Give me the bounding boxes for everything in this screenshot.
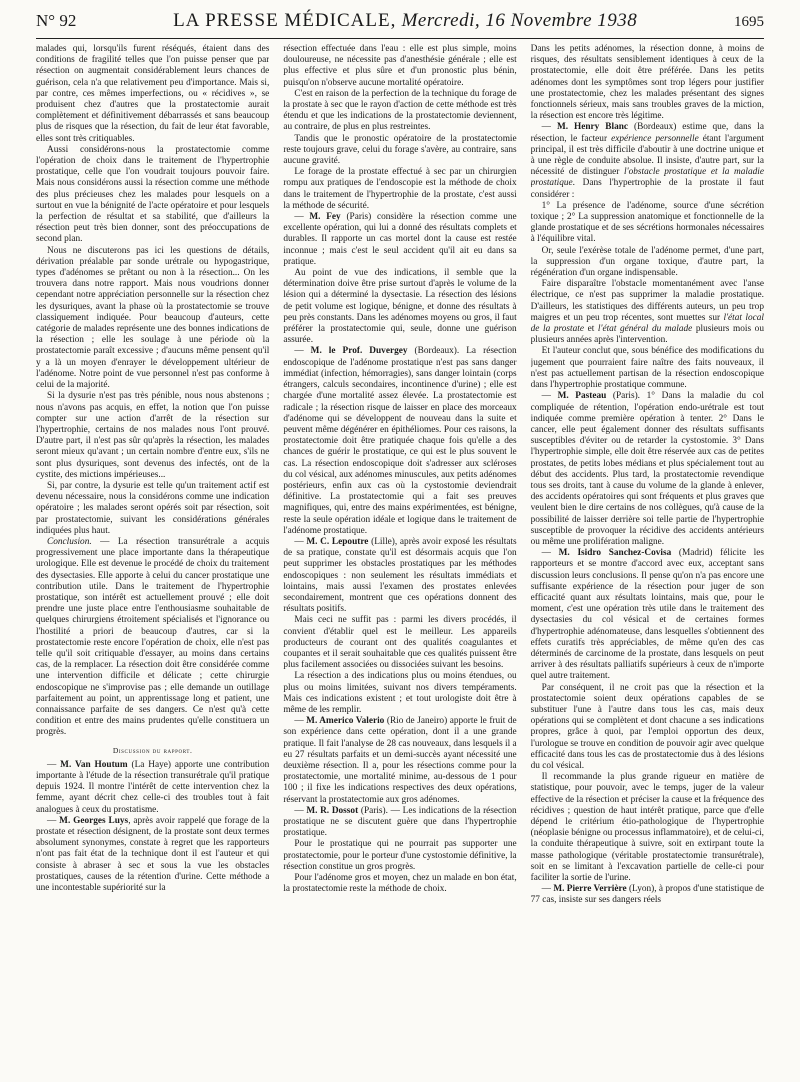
speaker-name: M. Henry Blanc [556, 122, 629, 133]
paragraph: Au point de vue des indications, il semble que la détermination doive être prise surtout d'après le volume de la lésion qui a déterminé la dysectasie. La résection des lésions de petit volume est logique, bénigne, et donne des résultats à peu près constants. Dans les adénomes moyens ou gros, il faut préférer la prostatectomie qui, seule, donne une guérison assurée. [283, 268, 517, 346]
paragraph [36, 537, 269, 739]
paragraph: La résection a des indications plus ou moins étendues, ou plus ou moins limitées, suivant nos divers tempéraments. Mais ces indications existent ; et tout urologiste doit être à même de les remplir. [283, 671, 517, 715]
column-1 [36, 44, 269, 1076]
article-columns [36, 44, 764, 1076]
section-heading-text: Discussion du rapport. [112, 745, 193, 755]
paragraph: Or, seule l'exérèse totale de l'adénome permet, d'une part, la suppression d'un organe toxique, d'autre part, la régénération d'un organe indispensable. [530, 245, 764, 279]
paragraph-text: (Paris). — Les indications de la résection prostatique ne se discutent guère que dans l'hypertrophie prostatique. [283, 805, 517, 839]
paragraph-text: . Dans l'hypertrophie de la prostate il faut considérer : [530, 178, 764, 200]
page-header [36, 10, 764, 39]
paragraph: Mais ceci ne suffit pas : parmi les divers procédés, il convient d'établir quel est le meilleur. Les appareils producteurs de courant ont des qualités coagulantes et coupantes et il serait souhaitable que ces qualités puissent être plus facilement associées ou dissociées suivant les besoins. [283, 615, 517, 671]
paragraph: résection effectuée dans l'eau : elle est plus simple, moins douloureuse, ne nécessite pas d'anesthésie générale ; elle est plus effective et plus sûre et d'un pronostic plus bénin, puisqu'on n'observe aucune mortalité opératoire. [283, 44, 517, 88]
column-3 [531, 44, 764, 1076]
paragraph-text: (Lyon), à propos d'une statistique de 77 cas, insiste sur ses dangers réels [530, 884, 764, 906]
paragraph: — M. Van Houtum (La Haye) apporte une contribution importante à l'étude de la résection transurétrale qu'il pratique depuis 1924. Il montre l'intérêt de cette intervention chez la femme, ayant décrit chez celle-ci des troubles tout à fait analogues à ceux du prostatisme. [36, 759, 270, 815]
paragraph: Il recommande la plus grande rigueur en matière de statistique, pour pouvoir, avec le temps, juger de la valeur effective de la résection et préciser la cause et la fréquence des récidives ; question de haut intérêt pratique, parce que d'elle dépend le critérium étio-pathologique de l'hypertrophie (néoplasie bénigne ou processus inflammatoire), et de celui-ci, la conduite thérapeutique à suivre, soit en extirpant toute la masse pathologique (véritable prostatectomie transurétrale), soit en se limitant à l'excavation partielle de celle-ci pour faciliter la sortie de l'urine. [530, 772, 764, 884]
issue-date: Mercredi, 16 Novembre 1938 [401, 10, 638, 31]
paragraph: Pour le prostatique qui ne pourrait pas supporter une prostatectomie, pour le porteur d'une cystostomie définitive, la résection constitue un gros progrès. [283, 839, 517, 872]
paragraph: — M. Pasteau (Paris). 1° Dans la maladie du col compliquée de rétention, l'opération endo-urétrale est tout indiquée comme première opération à tenter. 2° Dans le cancer, elle peut également donner des résultats suffisants susceptibles d'éviter ou de retarder la cystostomie. 3° Dans l'hypertrophie simple, elle doit être réservée aux cas de petites prostates, de petits lobes médians et plus spécialement tout au début des accidents. Plus tard, la prostatectomie revendique tous ses droits, tant à cause du volume de la glande à enlever, des accidents opératoires qui sont fréquents et plus graves que veulent bien le dire certains de nos collègues, qu'à cause de la possibilité de laisser derrière soi telle partie de l'hypertrophie susceptible de provoquer la récidive des accidents antérieurs ou même une prolifération maligne. [530, 391, 764, 547]
column-2 [283, 44, 516, 1076]
paragraph: — M. C. Lepoutre (Lille), après avoir exposé les résultats de sa pratique, constate qu'il est désormais acquis que l'on peut supprimer les obstacles prostatiques par les méthodes endoscopiques : non seulement les résultats immédiats et lointains, mais aussi l'examen des prostates enlevées secondairement, montrent que ces opérations donnent des résultats positifs. [283, 536, 517, 615]
paragraph: — M. Fey (Paris) considère la résection comme une excellente opération, qui lui a donné des résultats complets et durables. Il rapporte un cas mortel dont la cause est restée inconnue ; mais c'est le seul accident qu'il ait eu dans sa pratique. [283, 212, 517, 267]
speaker-name: M. Americo Valerio [306, 716, 385, 727]
emphasis-text: l'état général du malade [597, 324, 693, 335]
section-heading [36, 745, 269, 756]
paragraph-text: (Bordeaux) estime que, dans la résection, le facteur [530, 122, 764, 144]
paragraph: Si la dysurie n'est pas très pénible, nous nous abstenons ; nous n'avons pas acquis, en effet, la notion que l'on puisse compter sur une action d'arrêt de la résection sur l'hypertrophie, certains de nos malades nous l'ont prouvé. D'autre part, il n'est pas sûr qu'après la résection, les malades seront mieux qu'avant ; un certain nombre d'entre eux, s'ils ne sont plus dysuriques, sont devenus des infectés, ont de la cystite, des mictions impérieuses... [36, 391, 270, 480]
speaker-name: M. R. Dossot [306, 805, 359, 816]
emphasis-text: l'obstacle prostatique et la maladie prostatique [530, 167, 764, 189]
paragraph: C'est en raison de la perfection de la technique du forage de la prostate à sec que le rayon d'action de cette méthode est très étendu et que les indications de la prostatectomie deviennent, au contraire, de plus en plus restreintes. [283, 88, 517, 133]
paragraph-text: , après avoir rappelé que forage de la prostate et résection désignent, de la prostate sont deux termes absolument synonymes, constate à regret que les rapporteurs n'ont pas fait état de la technique dont il est l'auteur et qui consiste à abraser à sec et sous la vue les obstacles prostatiques, causes de la rétention d'urine. Cette méthode a une incontestable supériorité sur la [36, 815, 270, 894]
paragraph-text: (La Haye) apporte une contribution importante à l'étude de la résection transurétrale qu'il pratique depuis 1924. Il montre l'intérêt de cette intervention chez la femme, ayant décrit chez celle-ci des troubles tout à fait analogues à ceux du prostatisme. [36, 759, 270, 815]
paragraph-text: plusieurs mois ou plusieurs années après l'intervention. [530, 324, 764, 346]
paragraph: Nous ne discuterons pas ici les questions de détails, dérivation préalable par sonde urétrale ou hypogastrique, types d'adénomes se prêtant ou non à la résection... On les trouvera dans notre rapport. Mais nous voudrions donner cependant notre appréciation personnelle sur la résection chez les dysuriques, avant la phase où la prostatectomie se trouve classiquement indiquée. Pour beaucoup d'auteurs, cette catégorie de malades représente une des bonnes indications de la résection ; elle les soulage à une période où la prostatectomie paraît excessive ; d'aucuns même pensent qu'il y a là un moyen d'enrayer le développement ultérieur de l'adénome. Notre point de vue personnel n'est pas conforme à celui de la majorité. [36, 245, 270, 391]
paragraph-text: (Madrid) félicite les rapporteurs et se montre d'accord avec eux, acceptant sans discussion leurs conclusions. Il pense qu'on n'a pas encore une suffisante expérience de la résection pour juger de son efficacité quant aux résultats lointains, mais que, pour le moment, c'est une opération très utile dans le traitement des dysectasies du col vésical et de certaines formes d'hypertrophie adénomateuse, dans lesquelles s'obtiennent des effets curatifs très appréciables, de même qu'en des cas déterminés de carcinome de la prostate, dans lesquels on peut arriver à des résultats palliatifs supérieurs à ceux de n'importe quel autre traitement. [530, 548, 764, 682]
paragraph: Pour l'adénome gros et moyen, chez un malade en bon état, la prostatectomie reste la méthode de choix. [283, 873, 517, 895]
paragraph: — M. le Prof. Duvergey (Bordeaux). La résection endoscopique de l'adénome prostatique n'est pas sans danger immédiat (infection, hémorragies), sans danger lointain (corps étrangers, calculs secondaires, incontinence d'urine) ; elle est chargée d'une mortalité assez élevée. La prostatectomie est radicale ; la résection risque de laisser en place des morceaux d'adénome qui se développent de nouveau dans la suite et peuvent même dégénérer en épithéliomes. Pour ces raisons, la prostatectomie doit être pratiquée chaque fois qu'elle a des chances de guérir le prostatique, ce qui est le plus souvent le cas. La résection endoscopique doit s'adresser aux scléroses du col vésical, aux adénomes minuscules, aux petits adénomes postérieurs, enfin aux cas où la cystostomie deviendrait définitive. La prostatectomie qui a fait ses preuves magnifiques, qui, entre des mains expérimentées, est bénigne, reste la seule opération idéale et logique dans le traitement de l'adénome prostatique. [283, 346, 517, 536]
paragraph: Tandis que le pronostic opératoire de la prostatectomie reste toujours grave, celui du forage s'avère, au contraire, sans aucune gravité. [283, 133, 517, 167]
journal-title-line [173, 10, 637, 32]
emphasis-text: expérience personnelle [611, 133, 699, 144]
speaker-name: M. Pierre Verrière [553, 884, 627, 895]
paragraph-text: et [583, 324, 598, 335]
speaker-name: M. Van Houtum [60, 759, 128, 770]
paragraph-text: — La résection transurétrale a acquis progressivement une place importante dans la thérapeutique urologique. Elle est devenue le procédé de choix du traitement des dysectasies. Elle apporte à celui du cancer prostatique une contribution utile. Dans le traitement de l'hypertrophie prostatique, son intérêt est actuellement prouvé ; elle doit prendre une juste place entre l'enthousiasme souhaitable de quelques chirurgiens étroitement spécialisés et l'ignorance ou l'hostilité a priori de beaucoup d'autres, car si la prostatectomie reste encore l'opération de choix, elle n'est pas telle qu'il soit critiquable d'essayer, au moins dans certains cas, de la remplacer. La résection doit être considérée comme une intervention difficile et délicate ; cette chirurgie endoscopique ne s'improvise pas ; elle demande un outillage parfaitement au point, un apprentissage long et patient, une connaissance parfaite de ses dangers. Ce n'est qu'à cette condition et entre des mains prudentes qu'elle constituera un progrès. [36, 536, 270, 738]
issue-number: N° 92 [36, 11, 77, 30]
paragraph: — M. Henry Blanc (Bordeaux) estime que, dans la résection, le facteur expérience personnelle étant l'argument principal, il est très difficile d'aboutir à une doctrine unique et à une règle de conduite absolue. Il insiste, d'autre part, sur la nécessité de distinguer l'obstacle prostatique et la maladie prostatique. Dans l'hypertrophie de la prostate il faut considérer : [530, 122, 764, 200]
paragraph: — M. Americo Valerio (Rio de Janeiro) apporte le fruit de son expérience dans cette opération, dont il a une grande pratique. Il fait l'analyse de 28 cas nouveaux, dans lesquels il a eu 27 résultats parfaits et un demi-succès ayant nécessité une deuxième résection. Il a, pour les résections comme pour la prostatectomie, une mortalité minime, au-dessous de 1 pour 100 ; il fixe les indications respectives des deux opérations, réservant la prostatectomie aux gros adénomes. [283, 716, 517, 805]
page-number: 1695 [734, 14, 764, 30]
paragraph-text: étant l'argument principal, il est très difficile d'aboutir à une doctrine unique et à une règle de conduite absolue. Il insiste, d'autre part, sur la nécessité de distinguer [530, 133, 764, 178]
paragraph: Par conséquent, il ne croit pas que la résection et la prostatectomie soient deux opérations capables de se substituer l'une à l'autre dans tous les cas, mais deux opérations qui se complètent et dont chacune a ses indications propres, grâce à quoi, par l'emploi opportun des deux, l'urologue se trouve en condition de pouvoir agir avec quelque efficacité dans tous les cas de prostatectomie dus à des lésions du col vésical. [530, 682, 764, 771]
paragraph: Si, par contre, la dysurie est telle qu'un traitement actif est devenu nécessaire, nous la considérons comme une indication opératoire ; les malades seront opérés soit par résection, soit par prostatectomie, suivant les considérations générales indiquées plus haut. [36, 480, 270, 536]
paragraph: Et l'auteur conclut que, sous bénéfice des modifications du jugement que pourraient faire naître des faits nouveaux, il n'est pas actuellement partisan de la résection endoscopique dans l'hypertrophie prostatique commune. [530, 346, 764, 391]
paragraph-text: (Paris). 1° Dans la maladie du col compliquée de rétention, l'opération endo-urétrale est tout indiquée comme première opération à tenter. 2° Dans le cancer, elle peut également donner des résultats suffisants susceptibles d'éviter ou de retarder la cystostomie. 3° Dans l'hypertrophie simple, elle doit être réservée aux cas de petites prostates, de petits lobes médians et plus spécialement tout au début des accidents. Plus tard, la prostatectomie revendique tous ses droits, tant à cause du volume de la glande à enlever, des accidents opératoires qui sont fréquents et plus graves que veulent bien le dire certains de nos collègues, qu'à cause de la possibilité de laisser derrière soi telle partie de l'hypertrophie susceptible de provoquer la récidive des accidents antérieurs ou même une prolifération maligne. [530, 391, 764, 547]
paragraph: — M. R. Dossot (Paris). — Les indications de la résection prostatique ne se discutent guère que dans l'hypertrophie prostatique. [283, 805, 517, 839]
paragraph-text: (Rio de Janeiro) apporte le fruit de son expérience dans cette opération, dont il a une grande pratique. Il fait l'analyse de 28 cas nouveaux, dans lesquels il a eu 27 résultats parfaits et un demi-succès ayant nécessité une deuxième résection. Il a, pour les résections comme pour la prostatectomie, une mortalité minime, au-dessous de 1 pour 100 ; il fixe les indications respectives des deux opérations, réservant la prostatectomie aux gros adénomes. [283, 716, 517, 805]
emphasis-text: l'état local de la prostate [530, 312, 764, 335]
paragraph-text: (Paris) considère la résection comme une excellente opération, qui lui a donné des résultats complets et durables. Il rapporte un cas mortel dont la cause est restée inconnue ; mais c'est le seul accident qu'il ait eu dans sa pratique. [283, 212, 517, 267]
paragraph: Dans les petits adénomes, la résection donne, à moins de risques, des résultats sensiblement identiques à ceux de la prostatectomie, elle doit être préférée. Dans les petits adénomes dont les symptômes sont trop légers pour justifier une prostatectomie, chez les malades présentant des signes fonctionnels sérieux, mais sans troubles graves de la miction, la résection est encore très légitime. [530, 44, 764, 122]
paragraph: Aussi considérons-nous la prostatectomie comme l'opération de choix dans le traitement de l'hypertrophie prostatique, celle que l'on voudrait toujours pouvoir faire. Mais nous considérons aussi la résection comme une méthode des plus précieuses chez les malades pour lesquels on a surtout en vue la bénignité de l'acte opératoire et pour lesquels la perfection de résultat et sa stabilité, que d'ailleurs la résection peut très bien donner, sont des préoccupations de second plan. [36, 144, 270, 245]
paragraph [531, 279, 764, 346]
paragraph: malades qui, lorsqu'ils furent réséqués, étaient dans des conditions de fragilité telles que l'on puisse penser que par résection on augmentait considérablement leurs chances de guérison, cela n'a que relativement peu d'importance. Mais si, par contre, ces mêmes imperfections, ou « récidives », se produisent chez d'autres que la prostatectomie aurait complètement et définitivement débarrassés et sans beaucoup plus de risques que la résection, du fait de leur état favorable, elles sont très critiquables. [36, 44, 270, 144]
paragraph: Le forage de la prostate effectué à sec par un chirurgien rompu aux pratiques de l'endoscopie est la méthode de choix dans le traitement de l'hypertrophie de la prostate, c'est aussi la méthode de sécurité. [283, 167, 517, 211]
speaker-name: M. Georges Luys [59, 815, 129, 826]
speaker-name: M. Fey [309, 212, 341, 223]
speaker-name: M. le Prof. Duvergey [310, 346, 408, 357]
speaker-name: M. Isidro Sanchez-Covisa [558, 548, 672, 559]
paragraph-text: Faire disparaître l'obstacle momentanément avec l'anse électrique, ce n'est pas supprimer la maladie prostatique. D'ailleurs, les statistiques des différents auteurs, un peu trop maigres et un peu trop récentes, sont muettes sur [530, 279, 764, 323]
speaker-name: M. Pasteau [557, 391, 607, 402]
speaker-name: M. C. Lepoutre [306, 536, 369, 547]
paragraph: — M. Isidro Sanchez-Covisa (Madrid) félicite les rapporteurs et se montre d'accord avec eux, acceptant sans discussion leurs conclusions. Il pense qu'on n'a pas encore une suffisante expérience de la résection pour juger de son efficacité quant aux résultats lointains, mais que, pour le moment, c'est une opération très utile dans le traitement des dysectasies du col vésical et de certaines formes d'hypertrophie adénomateuse, dans lesquelles s'obtiennent des effets curatifs très appréciables, de même qu'en des cas déterminés de carcinome de la prostate, dans lesquels on peut arriver à des résultats palliatifs supérieurs à ceux de n'importe quel autre traitement. [530, 548, 764, 682]
paragraph: — M. Pierre Verrière (Lyon), à propos d'une statistique de 77 cas, insiste sur ses dangers réels [530, 884, 764, 906]
paragraph-text: (Bordeaux). La résection endoscopique de l'adénome prostatique n'est pas sans danger immédiat (infection, hémorragies), sans danger lointain (corps étrangers, calculs secondaires, incontinence d'urine) ; elle est chargée d'une mortalité assez élevée. La prostatectomie est radicale ; la résection risque de laisser en place des morceaux d'adénome qui se développent de nouveau dans la suite et peuvent même dégénérer en épithéliomes. Pour ces raisons, la prostatectomie doit être pratiquée chaque fois qu'elle a des chances de guérir le prostatique, ce qui est le plus souvent le cas. La résection endoscopique doit s'adresser aux scléroses du col vésical, aux adénomes minuscules, aux petits adénomes postérieurs, enfin aux cas où la cystostomie deviendrait définitive. La prostatectomie qui a fait ses preuves magnifiques, qui, entre des mains expérimentées, est bénigne, reste la seule opération idéale et logique dans le traitement de l'adénome prostatique. [283, 346, 517, 536]
journal-name: LA PRESSE MÉDICALE, [173, 10, 397, 31]
paragraph-text: (Lille), après avoir exposé les résultats de sa pratique, constate qu'il est désormais acquis que l'on peut supprimer les obstacles prostatiques par les méthodes endoscopiques : non seulement les résultats immédiats et lointains, mais aussi l'examen des prostates enlevées secondairement, montrent que ces opérations donnent des résultats positifs. [283, 536, 517, 615]
paragraph: 1° La présence de l'adénome, source d'une sécrétion toxique ; 2° La suppression anatomique et fonctionnelle de la glande prostatique et de ses sécrétions hormonales nécessaires à l'équilibre vital. [530, 200, 764, 245]
conclusion-lead: Conclusion. [47, 536, 92, 547]
paragraph: — M. Georges Luys, après avoir rappelé que forage de la prostate et résection désignent, de la prostate sont deux termes absolument synonymes, constate à regret que les rapporteurs n'ont pas fait état de la technique dont il est l'auteur et qui consiste à abraser à sec et sous la vue les obstacles prostatiques, causes de la rétention d'urine. Cette méthode a une incontestable supériorité sur la [36, 815, 270, 894]
